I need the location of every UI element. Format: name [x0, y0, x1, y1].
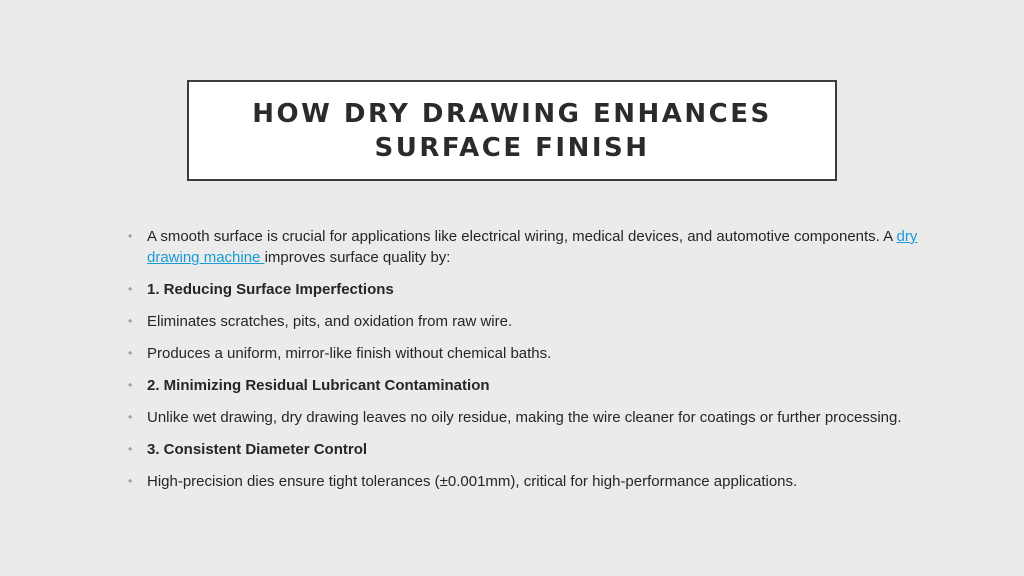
bullet-dot-icon: • [128, 346, 133, 360]
slide-title-line-2: SURFACE FINISH [374, 132, 650, 163]
bullet-dot-icon: • [128, 378, 133, 392]
bullet-dot-icon: • [128, 314, 133, 328]
title-box [187, 80, 837, 181]
bullet-text [147, 228, 917, 266]
bullet-dot-icon: • [128, 442, 133, 456]
bullet-text: High-precision dies ensure tight tolerances (±0.001mm), critical for high-performance applications. [147, 473, 798, 490]
bullet-dot-icon: • [128, 474, 133, 488]
bullet-text: Produces a uniform, mirror-like finish without chemical baths. [147, 345, 552, 362]
bullet-item [128, 471, 918, 492]
intro-text-after: improves surface quality by: [264, 249, 451, 266]
slide-title-line-1: HOW DRY DRAWING ENHANCES [252, 98, 772, 129]
dry-drawing-machine-link[interactable]: dry drawing machine [147, 228, 918, 266]
bullet-text: Unlike wet drawing, dry drawing leaves no oily residue, making the wire cleaner for coatings or further processing. [147, 409, 902, 426]
bullet-text: 1. Reducing Surface Imperfections [147, 281, 394, 298]
bullet-item-heading-3 [128, 439, 918, 460]
bullet-item [128, 343, 918, 364]
bullet-text: Eliminates scratches, pits, and oxidation from raw wire. [147, 313, 513, 330]
bullet-item-intro [128, 226, 918, 268]
bullet-item [128, 311, 918, 332]
bullet-text: 2. Minimizing Residual Lubricant Contamination [147, 377, 490, 394]
bullet-dot-icon: • [128, 410, 133, 424]
intro-text-before: A smooth surface is crucial for applications like electrical wiring, medical devices, and automotive components. A [147, 228, 897, 245]
bullet-item-heading-2 [128, 375, 918, 396]
bullet-dot-icon: • [128, 282, 133, 296]
bullet-dot-icon: • [128, 229, 133, 243]
bullet-text: 3. Consistent Diameter Control [147, 441, 368, 458]
bullet-item-heading-1 [128, 279, 918, 300]
bullet-item [128, 407, 918, 428]
bullet-list [128, 226, 918, 503]
